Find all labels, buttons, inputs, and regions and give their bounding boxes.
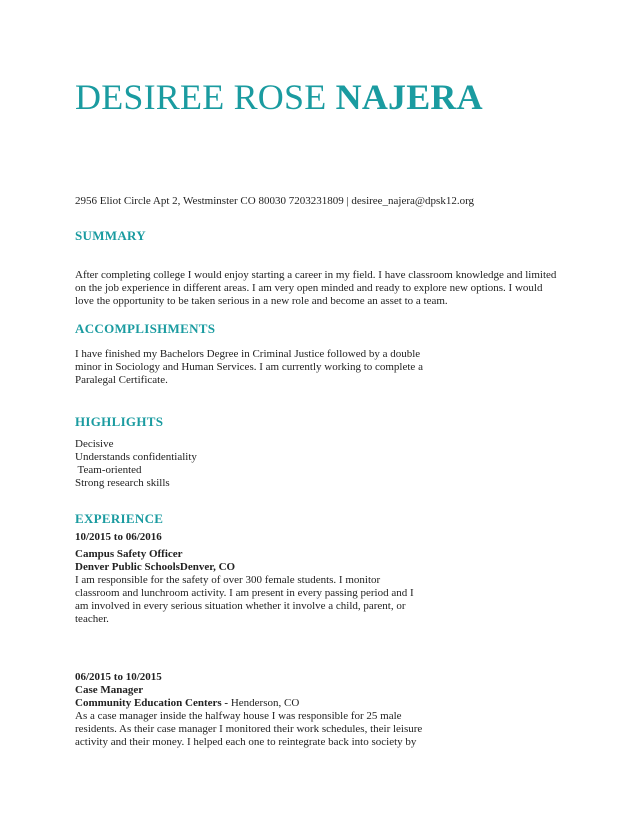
highlights-list bbox=[75, 438, 197, 490]
job-title: Case Manager bbox=[75, 684, 144, 696]
candidate-first-names: DESIREE ROSE bbox=[75, 77, 327, 117]
highlights-heading: HIGHLIGHTS bbox=[75, 414, 164, 429]
accomplishments-text bbox=[75, 348, 423, 387]
job-description-line: am involved in every serious situation whether it involve a child, parent, or bbox=[75, 600, 406, 612]
job-description-line: activity and their money. I helped each one to reintegrate back into society by bbox=[75, 736, 417, 748]
job-location: Henderson, CO bbox=[230, 697, 300, 709]
accomplishments-line: I have finished my Bachelors Degree in Criminal Justice followed by a double bbox=[75, 348, 421, 360]
summary-line: love the opportunity to be taken serious in a new role and become an asset to a team. bbox=[75, 295, 448, 307]
job-employer-line bbox=[75, 697, 422, 710]
candidate-last-name: NAJERA bbox=[335, 77, 483, 117]
candidate-name bbox=[75, 77, 483, 117]
job-employer-line bbox=[75, 561, 414, 574]
summary-heading: SUMMARY bbox=[75, 228, 146, 243]
contact-info: 2956 Eliot Circle Apt 2, Westminster CO 80030 7203231809 | desiree_najera@dpsk12.org bbox=[75, 195, 475, 207]
summary-line: After completing college I would enjoy starting a career in my field. I have classroom knowledge and limited bbox=[75, 269, 557, 281]
highlight-item: Understands confidentiality bbox=[75, 451, 197, 463]
accomplishments-heading: ACCOMPLISHMENTS bbox=[75, 321, 216, 336]
accomplishments-line: minor in Sociology and Human Services. I am currently working to complete a bbox=[75, 361, 423, 373]
job-title: Campus Safety Officer bbox=[75, 548, 183, 560]
job-description-line: As a case manager inside the halfway house I was responsible for 25 male bbox=[75, 710, 402, 722]
job-description-line: classroom and lunchroom activity. I am present in every passing period and I bbox=[75, 587, 414, 599]
job-entry bbox=[75, 548, 414, 626]
job-description-line: residents. As their case manager I monitored their work schedules, their leisure bbox=[75, 723, 423, 735]
job-dates: 06/2015 to 10/2015 bbox=[75, 671, 162, 683]
summary-line: on the job experience in different areas. I am very open minded and ready to explore new options. I would bbox=[75, 282, 543, 294]
job-description-line: I am responsible for the safety of over 300 female students. I monitor bbox=[75, 574, 381, 586]
highlight-item: Team-oriented bbox=[75, 464, 142, 476]
job-dates: 10/2015 to 06/2016 bbox=[75, 531, 162, 543]
experience-heading: EXPERIENCE bbox=[75, 511, 164, 526]
job-entry bbox=[75, 684, 422, 749]
accomplishments-line: Paralegal Certificate. bbox=[75, 374, 168, 386]
highlight-item: Strong research skills bbox=[75, 477, 170, 489]
highlight-item: Decisive bbox=[75, 438, 114, 450]
summary-text bbox=[75, 269, 556, 308]
job-employer: Denver Public SchoolsDenver, CO bbox=[75, 561, 236, 573]
job-description-line: teacher. bbox=[75, 613, 109, 625]
job-employer: Community Education Centers - bbox=[75, 697, 231, 709]
